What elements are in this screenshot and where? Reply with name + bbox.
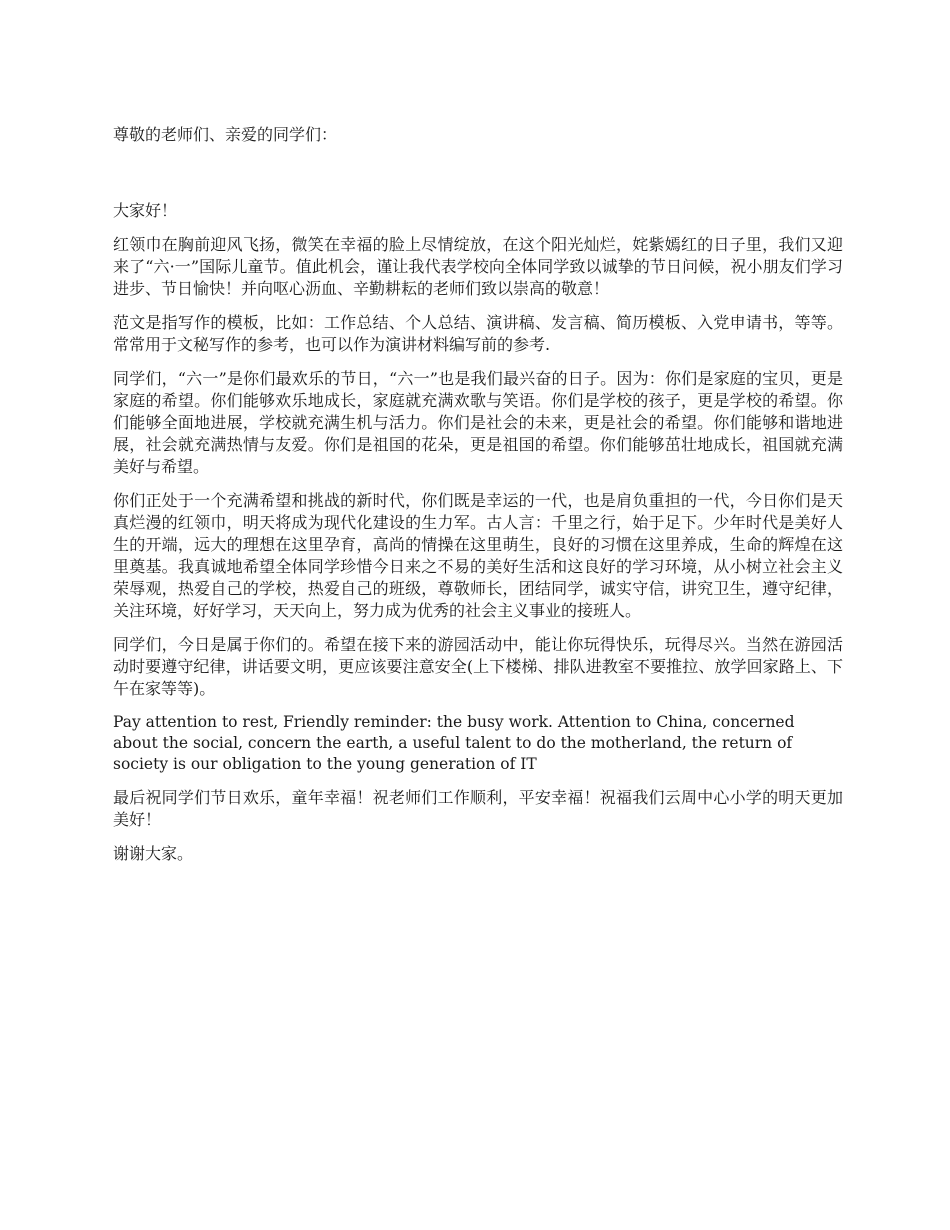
paragraph-closing-wish: 最后祝同学们节日欢乐，童年幸福！祝老师们工作顺利，平安幸福！祝福我们云周中心小学的明天更加美好！	[113, 788, 843, 829]
paragraph-template-note: 范文是指写作的模板，比如：工作总结、个人总结、演讲稿、发言稿、简历模板、入党申请书，等等。常常用于文秘写作的参考，也可以作为演讲材料编写前的参考.	[113, 313, 843, 354]
paragraph-children-day: 同学们，“六一”是你们最欢乐的节日，“六一”也是我们最兴奋的日子。因为：你们是家庭的宝贝，更是家庭的希望。你们能够欢乐地成长，家庭就充满欢歌与笑语。你们是学校的孩子，更是学校的希望。你们能够全面地进展，学校就充满生机与活力。你们是社会的未来，更是社会的希望。你们能够和谐地进展，社会就充满热情与友爱。你们是祖国的花朵，更是祖国的希望。你们能够茁壮地成长，祖国就充满美好与希望。	[113, 369, 843, 476]
paragraph-new-era: 你们正处于一个充满希望和挑战的新时代，你们既是幸运的一代，也是肩负重担的一代，今日你们是天真烂漫的红领巾，明天将成为现代化建设的生力军。古人言：千里之行，始于足下。少年时代是美好人生的开端，远大的理想在这里孕育，高尚的情操在这里萌生，良好的习惯在这里养成，生命的辉煌在这里奠基。我真诚地希望全体同学珍惜今日来之不易的美好生活和这良好的学习环境，从小树立社会主义荣辱观，热爱自己的学校，热爱自己的班级，尊敬师长，团结同学，诚实守信，讲究卫生，遵守纪律，关注环境，好好学习，天天向上，努力成为优秀的社会主义事业的接班人。	[113, 491, 843, 620]
salutation: 尊敬的老师们、亲爱的同学们：	[113, 125, 338, 144]
document-page	[113, 124, 843, 877]
paragraph-activity: 同学们，今日是属于你们的。希望在接下来的游园活动中，能让你玩得快乐，玩得尽兴。当然在游园活动时要遵守纪律，讲话要文明，更应该要注意安全(上下楼梯、排队进教室不要推拉、放学回家路上、下午在家等等)。	[113, 635, 843, 698]
paragraph-opening: 红领巾在胸前迎风飞扬，微笑在幸福的脸上尽情绽放，在这个阳光灿烂，姹紫嫣红的日子里，我们又迎来了“六·一”国际儿童节。值此机会，谨让我代表学校向全体同学致以诚挚的节日问候，祝小朋友们学习进步、节日愉快！并向呕心沥血、辛勤耕耘的老师们致以崇高的敬意！	[113, 235, 843, 298]
paragraph-thanks: 谢谢大家。	[113, 844, 194, 863]
paragraph-english: Pay attention to rest, Friendly reminder: the busy work. Attention to China, concerned about the social, concern the earth, a useful talent to do the motherland, the return of society is our obligation to the young generation of IT	[113, 713, 795, 773]
greeting: 大家好！	[113, 201, 178, 220]
